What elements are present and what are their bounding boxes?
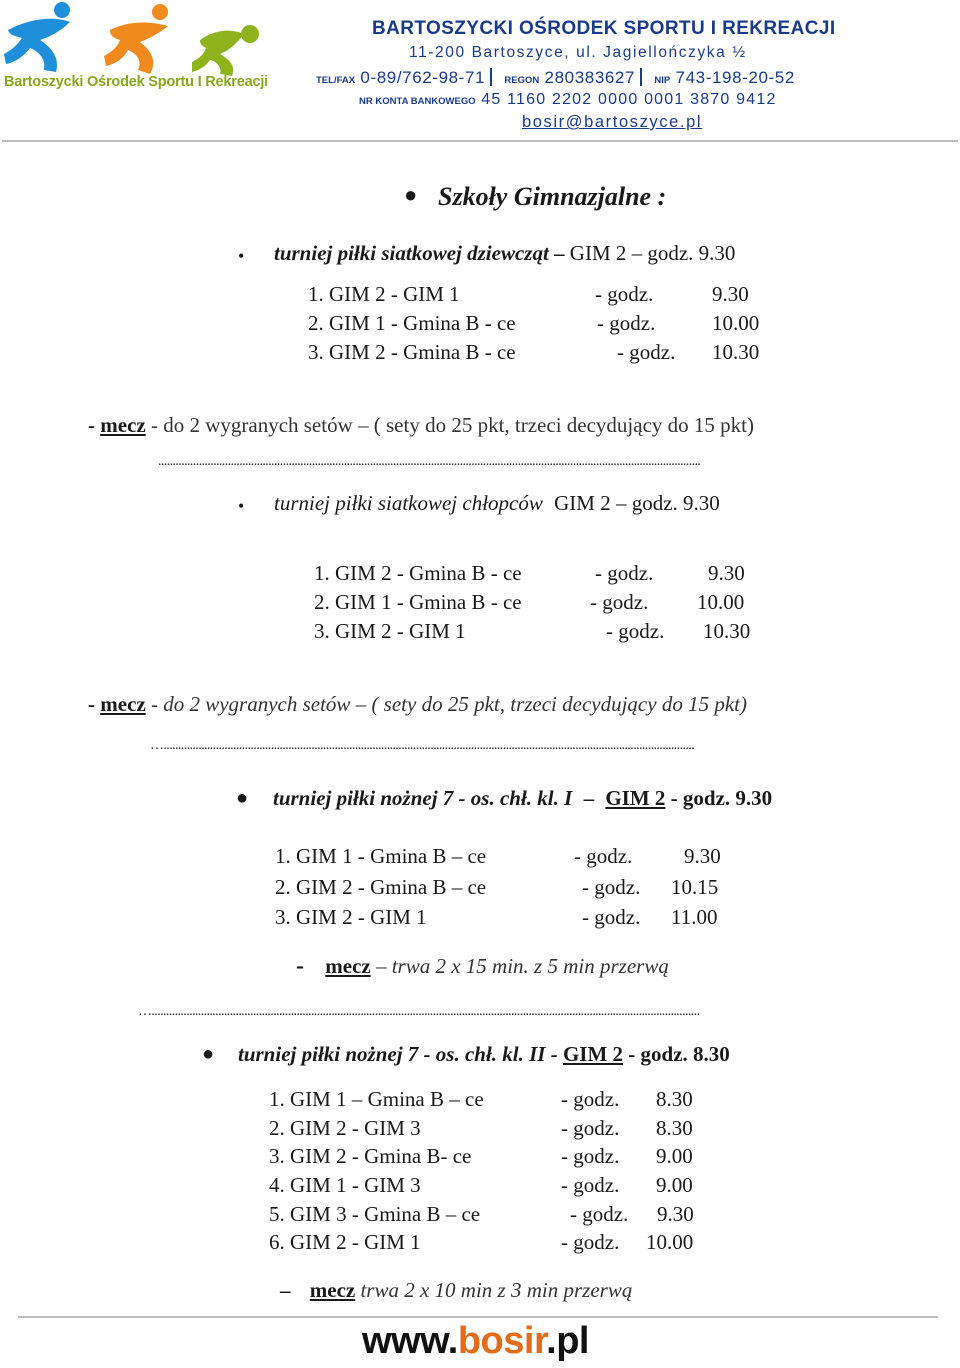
match-row-a: 1. GIM 1 - Gmina B – ce <box>275 844 487 868</box>
match-row-b: - godz. <box>570 1202 629 1226</box>
match-row-b: - godz. <box>595 282 654 306</box>
match-row-a: 1. GIM 2 - Gmina B - ce <box>314 561 522 585</box>
match-row-time: 11.00 <box>671 905 718 929</box>
match-row-time: 10.00 <box>646 1230 694 1254</box>
org-contact-line <box>316 68 795 88</box>
website-domain: bosir <box>457 1320 547 1362</box>
match-row-a: 4. GIM 1 - GIM 3 <box>269 1173 421 1197</box>
match-row-time: 8.30 <box>656 1087 693 1111</box>
logo-text: Bartoszycki Ośrodek Sportu I Rekreacji <box>4 74 268 90</box>
match-row-b: - godz. <box>606 619 665 643</box>
bank-value: 45 1160 2202 0000 0001 3870 9412 <box>481 91 777 108</box>
mecz-label: mecz <box>309 1278 356 1302</box>
org-bank-line <box>359 91 777 109</box>
note-dash: - <box>88 692 95 716</box>
match-row-time: 10.30 <box>703 619 751 643</box>
section-title: Szkoły Gimnazjalne : <box>438 182 667 211</box>
match-row-time: 10.30 <box>712 340 760 364</box>
note-dash: – <box>280 1278 291 1302</box>
note-dash: - <box>296 953 304 979</box>
dotted-separator: …............................................................................................................................................................................................. <box>138 1004 700 1019</box>
gim-label: GIM 2 <box>605 786 666 810</box>
regon-label: REGON <box>504 75 540 86</box>
rules-note-4 <box>280 1278 632 1303</box>
gim-label: GIM 2 <box>562 1042 624 1066</box>
note-text: - do 2 wygranych setów – ( sety do 25 pkt, trzeci decydujący do 15 pkt) <box>150 692 747 716</box>
tournament-2-heading <box>274 491 720 516</box>
match-row-a: 2. GIM 2 - Gmina B – ce <box>275 875 487 899</box>
match-row-b: - godz. <box>582 875 641 899</box>
match-row-a: 3. GIM 2 - Gmina B- ce <box>269 1144 472 1168</box>
match-row-time: 10.00 <box>697 590 745 614</box>
tournament-suffix: GIM 2 – godz. 9.30 <box>554 491 720 515</box>
rules-note-3 <box>296 953 669 980</box>
match-row-a: 6. GIM 2 - GIM 1 <box>269 1230 421 1254</box>
logo <box>0 0 290 115</box>
tournament-suffix: - godz. 8.30 <box>623 1042 730 1066</box>
match-row-a: 3. GIM 2 - GIM 1 <box>314 619 466 643</box>
match-row-time: 10.00 <box>712 311 760 335</box>
match-row-b: - godz. <box>561 1173 620 1197</box>
bullet-icon: ● <box>202 1043 215 1065</box>
match-row-time: 10.15 <box>671 875 719 899</box>
website-tld: .pl <box>546 1320 589 1362</box>
separator <box>490 68 492 86</box>
tournament-4-heading <box>238 1042 730 1067</box>
match-row-b: - godz. <box>590 590 649 614</box>
match-row-b: - godz. <box>561 1144 620 1168</box>
org-title: BARTOSZYCKI OŚRODEK SPORTU I REKREACJI <box>372 18 836 39</box>
website-prefix: www. <box>362 1320 458 1362</box>
separator <box>640 68 642 86</box>
match-row-time: 8.30 <box>656 1116 693 1140</box>
email-link[interactable]: bosir@bartoszyce.pl <box>522 113 703 131</box>
tournament-suffix: - godz. 9.30 <box>665 786 773 810</box>
tournament-title: turniej piłki siatkowej dziewcząt <box>274 241 549 265</box>
bullet-icon: • <box>238 246 245 266</box>
org-address: 11-200 Bartoszyce, ul. Jagiellończyka ½ <box>409 44 747 61</box>
mecz-label: mecz <box>100 692 146 716</box>
match-row-b: - godz. <box>561 1230 620 1254</box>
website-link[interactable] <box>362 1320 589 1363</box>
match-row-b: - godz. <box>574 844 633 868</box>
rules-note-1 <box>88 413 754 438</box>
match-row-a: 5. GIM 3 - Gmina B – ce <box>269 1202 481 1226</box>
match-row-b: - godz. <box>561 1087 620 1111</box>
match-row-b: - godz. <box>597 311 656 335</box>
match-row-a: 1. GIM 1 – Gmina B – ce <box>269 1087 484 1111</box>
match-row-time: 9.00 <box>656 1173 693 1197</box>
match-row-a: 3. GIM 2 - GIM 1 <box>275 905 427 929</box>
bank-label: NR KONTA BANKOWEGO <box>359 96 476 107</box>
dotted-separator: ........................................................................................................................................................................................... <box>158 454 701 469</box>
match-row-a: 3. GIM 2 - Gmina B - ce <box>308 340 516 364</box>
dotted-separator: …....................................................................................................................................................................................... <box>150 738 695 753</box>
match-row-a: 2. GIM 2 - GIM 3 <box>269 1116 421 1140</box>
bullet-icon: ● <box>404 182 418 207</box>
match-row-time: 9.30 <box>684 844 721 868</box>
match-row-time: 9.30 <box>712 282 749 306</box>
tournament-title: turniej piłki nożnej 7 - os. chł. kl. I <box>273 786 573 810</box>
note-text: trwa 2 x 10 min z 3 min przerwą <box>360 1278 633 1302</box>
match-row-b: - godz. <box>582 905 641 929</box>
note-text: - do 2 wygranych setów – ( sety do 25 pkt, trzeci decydujący do 15 pkt) <box>150 413 754 437</box>
match-row-a: 2. GIM 1 - Gmina B - ce <box>314 590 522 614</box>
match-row-time: 9.00 <box>656 1144 693 1168</box>
match-row-time: 9.30 <box>657 1202 694 1226</box>
runners-logo-icon <box>0 0 290 76</box>
dash: – <box>554 241 565 265</box>
match-row-b: - godz. <box>617 340 676 364</box>
dash: – <box>583 786 595 810</box>
rules-note-2 <box>88 692 747 717</box>
note-dash: - <box>88 413 95 437</box>
tournament-suffix: GIM 2 – godz. 9.30 <box>569 241 736 265</box>
header-divider <box>2 140 958 142</box>
note-text: – trwa 2 x 15 min. z 5 min przerwą <box>375 954 669 978</box>
tournament-title: turniej piłki siatkowej chłopców <box>274 491 543 515</box>
match-row-time: 9.30 <box>708 561 745 585</box>
bullet-icon: • <box>238 496 245 516</box>
nip-label: NIP <box>654 75 671 86</box>
tournament-title: turniej piłki nożnej 7 - os. chł. kl. II - <box>238 1042 558 1066</box>
tel-value: 0-89/762-98-71 <box>360 68 486 87</box>
match-row-b: - godz. <box>561 1116 620 1140</box>
nip-value: 743-198-20-52 <box>675 68 795 87</box>
tournament-1-heading <box>274 241 735 266</box>
mecz-label: mecz <box>325 954 371 978</box>
regon-value: 280383627 <box>544 68 636 87</box>
tel-label: TEL/FAX <box>316 75 356 86</box>
footer-divider <box>18 1316 938 1318</box>
match-row-b: - godz. <box>595 561 654 585</box>
mecz-label: mecz <box>100 413 146 437</box>
match-row-a: 1. GIM 2 - GIM 1 <box>308 282 460 306</box>
match-row-a: 2. GIM 1 - Gmina B - ce <box>308 311 516 335</box>
tournament-3-heading <box>273 786 772 811</box>
bullet-icon: ● <box>236 787 249 809</box>
